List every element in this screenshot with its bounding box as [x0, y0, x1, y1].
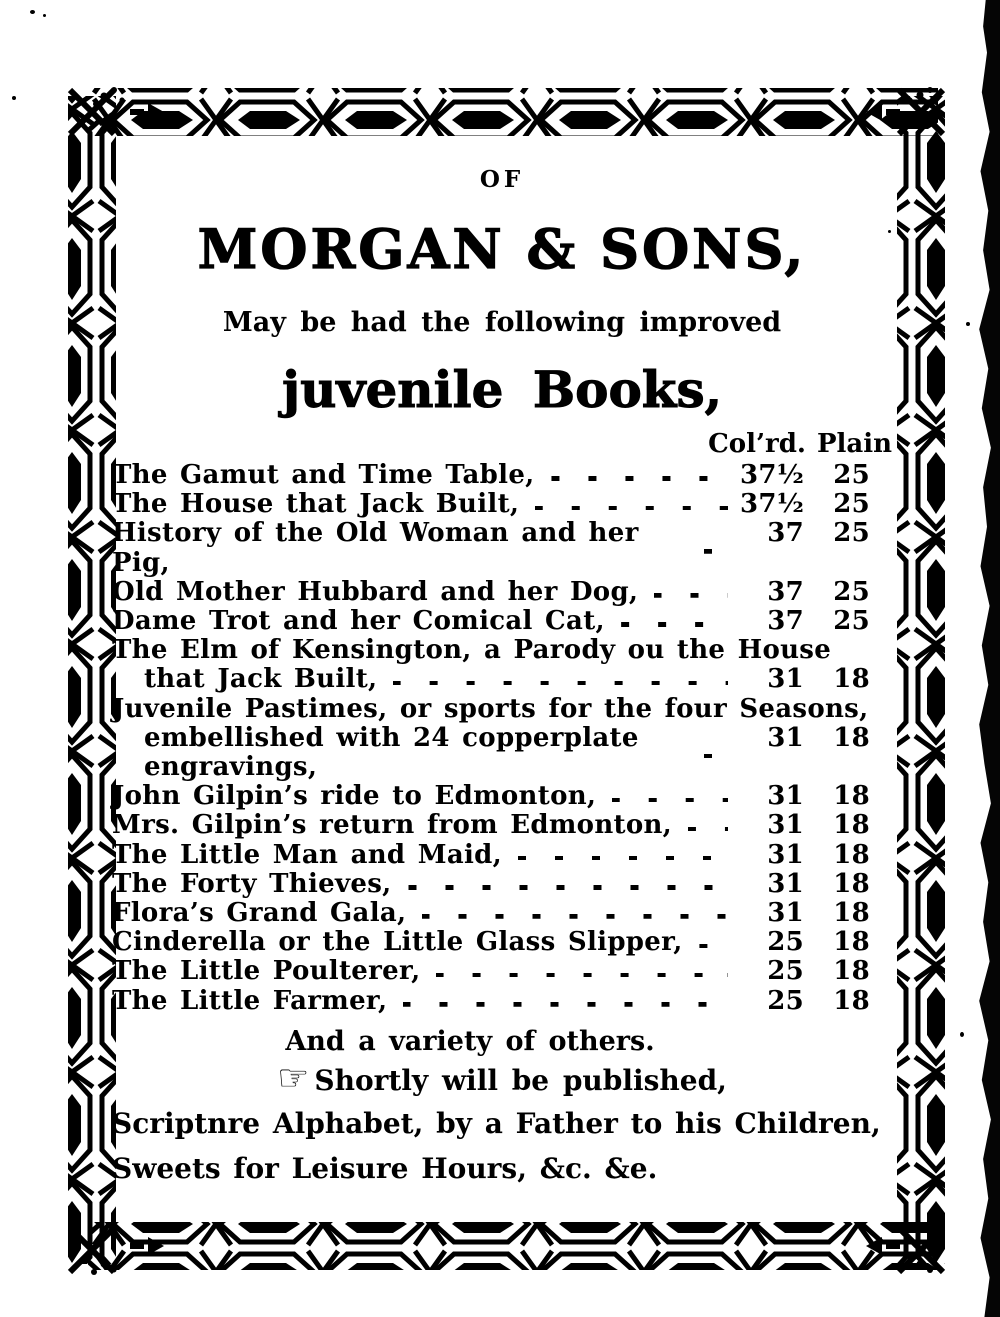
- price-colored: 31: [767, 839, 804, 870]
- dot-leader: [612, 798, 728, 803]
- book-title: The Little Man and Maid,: [112, 839, 502, 870]
- forthcoming-title-2: Sweets for Leisure Hours, &c. &e.: [112, 1151, 658, 1185]
- dot-leader: [518, 856, 728, 861]
- dot-leader: [436, 973, 728, 978]
- book-title: Juvenile Pastimes, or sports for the four Seasons,: [112, 693, 869, 724]
- scan-speckle: [966, 322, 970, 326]
- shortly-published-text: Shortly will be published,: [314, 1064, 727, 1098]
- price-colored: 31: [767, 722, 804, 753]
- price-plain: 18: [833, 810, 870, 841]
- subtitle: May be had the following improved: [222, 307, 782, 338]
- price-colored: 31: [767, 810, 804, 841]
- price-plain: 25: [833, 460, 870, 490]
- book-row-line: [112, 578, 870, 607]
- advertisement-content: [112, 140, 892, 1185]
- book-title: The Elm of Kensington, a Parody ou the House: [112, 635, 832, 666]
- price-colored: 31: [767, 868, 804, 899]
- price-colored: 25: [767, 927, 804, 958]
- price-plain: 18: [833, 985, 870, 1016]
- book-row-line: [112, 490, 870, 519]
- price-colored: 37: [767, 606, 804, 637]
- price-plain: 18: [833, 664, 870, 695]
- book-row-line: [112, 519, 870, 577]
- book-title: Flora’s Grand Gala,: [112, 898, 407, 929]
- book-title: The House that Jack Built,: [112, 489, 520, 520]
- book-row-line: [112, 461, 870, 490]
- book-row-line: [112, 899, 870, 928]
- books-heading: juvenile Books,: [281, 360, 723, 419]
- book-row-line: [112, 870, 870, 899]
- forthcoming-title-1: Scriptnre Alphabet, by a Father to his Children,: [112, 1106, 881, 1140]
- price-plain: 18: [833, 868, 870, 899]
- scan-speckle: [960, 1032, 964, 1037]
- price-colored: 25: [767, 956, 804, 987]
- price-plain: 18: [833, 781, 870, 812]
- dot-leader: [704, 754, 728, 759]
- book-title: John Gilpin’s ride to Edmonton,: [112, 781, 597, 812]
- dot-leader: [704, 549, 728, 554]
- price-plain: 18: [833, 956, 870, 987]
- book-row-line: [112, 695, 870, 724]
- price-colored: 25: [767, 985, 804, 1016]
- price-colored: 37: [767, 518, 804, 549]
- price-colored: 37½: [740, 489, 805, 520]
- dot-leader: [403, 1002, 728, 1007]
- dot-leader: [535, 506, 728, 511]
- shortly-published-line: [112, 1057, 892, 1099]
- price-colored: 31: [767, 781, 804, 812]
- price-plain: 18: [833, 839, 870, 870]
- dot-leader: [408, 885, 729, 890]
- price-plain: 25: [833, 606, 870, 637]
- book-row-line: [112, 782, 870, 811]
- dot-leader: [699, 944, 728, 949]
- variety-note: And a variety of others.: [285, 1025, 655, 1057]
- scan-speckle: [43, 14, 46, 17]
- column-label-plain: Plain: [816, 429, 892, 459]
- book-title: Mrs. Gilpin’s return from Edmonton,: [112, 810, 673, 841]
- dot-leader: [551, 476, 728, 481]
- scan-speckle: [30, 10, 35, 14]
- book-row-line: [112, 636, 870, 665]
- book-row-line: [112, 957, 870, 986]
- book-title: Cinderella or the Little Glass Slipper,: [112, 927, 683, 958]
- manicule-icon: ☞: [277, 1057, 310, 1099]
- book-title: The Gamut and Time Table,: [112, 460, 535, 490]
- price-colored: 31: [767, 664, 804, 695]
- of-label: OF: [479, 166, 525, 193]
- dot-leader: [654, 593, 728, 598]
- book-row-line: [112, 987, 870, 1016]
- book-title: The Little Poulterer,: [112, 956, 421, 987]
- price-plain: 18: [833, 898, 870, 929]
- price-colored: 37½: [740, 460, 805, 490]
- dot-leader: [393, 681, 728, 686]
- publisher-title: MORGAN & SONS,: [197, 217, 807, 281]
- book-row-line: [112, 607, 870, 636]
- price-plain: 18: [833, 722, 870, 753]
- column-label-colored: Col’rd.: [708, 429, 806, 459]
- book-row-line: [112, 841, 870, 870]
- book-row-line: [112, 665, 870, 694]
- book-title: embellished with 24 copperplate engravings,: [144, 722, 639, 783]
- scan-speckle: [12, 96, 16, 100]
- price-column-header: [112, 429, 892, 459]
- book-row-line: [112, 724, 870, 782]
- book-title: Dame Trot and her Comical Cat,: [112, 606, 605, 637]
- price-plain: 25: [833, 489, 870, 520]
- dot-leader: [422, 914, 728, 919]
- dot-leader: [688, 827, 728, 832]
- book-title: History of the Old Woman and her Pig,: [112, 518, 639, 578]
- book-title: that Jack Built,: [144, 664, 378, 695]
- book-title: The Little Farmer,: [112, 985, 388, 1016]
- book-title: Old Mother Hubbard and her Dog,: [112, 576, 639, 607]
- book-row-line: [112, 928, 870, 957]
- price-colored: 37: [767, 576, 804, 607]
- price-plain: 25: [833, 518, 870, 549]
- price-colored: 31: [767, 898, 804, 929]
- book-title: The Forty Thieves,: [112, 868, 392, 899]
- price-plain: 25: [833, 576, 870, 607]
- dot-leader: [621, 622, 728, 627]
- book-row-line: [112, 811, 870, 840]
- price-plain: 18: [833, 927, 870, 958]
- book-list: [112, 461, 892, 1016]
